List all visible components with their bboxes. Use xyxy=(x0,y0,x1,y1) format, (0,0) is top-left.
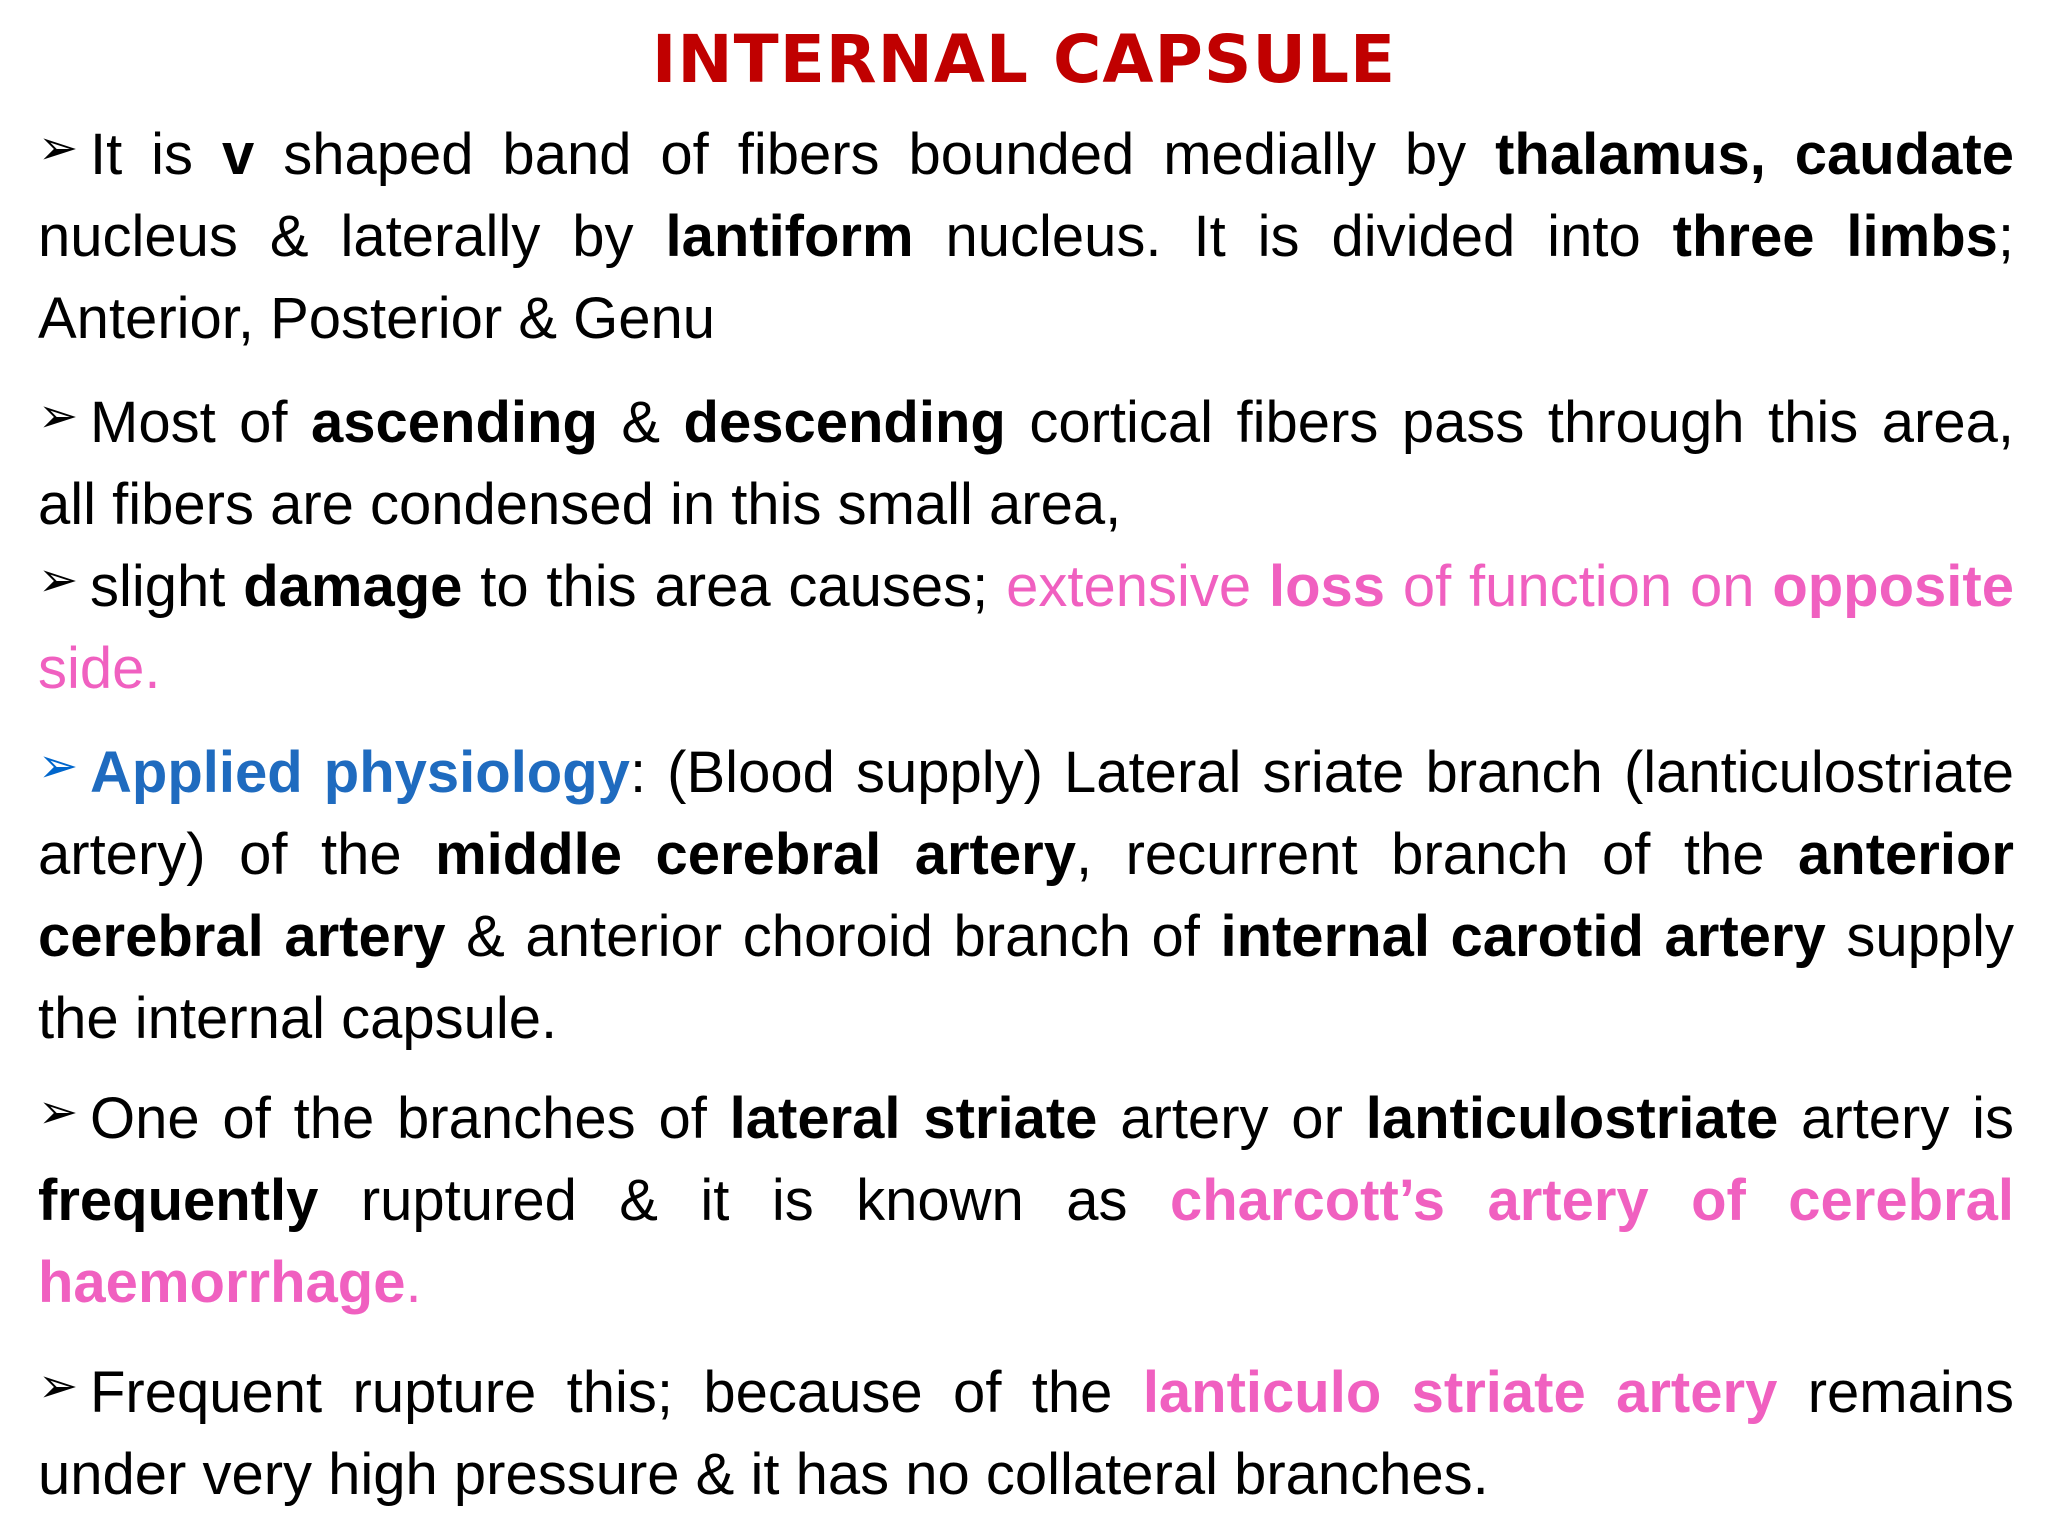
bold-text: damage xyxy=(243,554,463,619)
highlight-text: extensive xyxy=(1006,554,1269,619)
arrow-bullet-icon: ➢ xyxy=(38,554,79,607)
text: ; Anterior, Posterior & Genu xyxy=(38,204,2015,351)
arrow-bullet-icon: ➢ xyxy=(38,390,79,443)
text: One of the branches of xyxy=(90,1086,730,1151)
text: ruptured & it is known as xyxy=(318,1168,1170,1233)
bold-text: three limbs xyxy=(1672,204,1998,269)
text: to this area causes; xyxy=(462,554,1007,619)
text: artery or xyxy=(1097,1086,1366,1151)
bullet-paragraph-6 xyxy=(38,1352,2014,1516)
bullet-paragraph-5 xyxy=(38,1078,2014,1324)
arrow-bullet-icon: ➢ xyxy=(38,740,79,793)
highlight-text: . xyxy=(405,1250,422,1315)
bold-text: lantiform xyxy=(665,204,914,269)
bold-text: anterior cerebral artery xyxy=(38,822,2014,969)
text: slight xyxy=(90,554,244,619)
bold-text: frequently xyxy=(38,1168,319,1233)
text: , recurrent branch of the xyxy=(1075,822,1799,887)
text: nucleus. It is divided into xyxy=(913,204,1673,269)
text: remains under very high pressure & it has no collateral branches. xyxy=(38,1360,2014,1507)
text: supply the internal capsule. xyxy=(38,904,2015,1051)
bold-text: lateral striate xyxy=(729,1086,1098,1151)
text: cortical fibers pass through this area, all fibers are condensed in this small area, xyxy=(38,390,2014,537)
bold-text: thalamus, caudate xyxy=(1495,122,2014,187)
bold-text: ascending xyxy=(311,390,598,455)
arrow-bullet-icon: ➢ xyxy=(38,122,79,175)
bold-text: lanticulostriate xyxy=(1365,1086,1779,1151)
highlight-text: side. xyxy=(38,636,161,701)
text: Frequent rupture this; because of the xyxy=(90,1360,1143,1425)
highlight-bold-text: opposite xyxy=(1772,554,2014,619)
highlight-bold-text: lanticulo striate artery xyxy=(1142,1360,1778,1425)
bold-text: descending xyxy=(683,390,1006,455)
bullet-paragraph-4 xyxy=(38,732,2014,1060)
bold-text: v xyxy=(222,122,255,187)
bullet-paragraph-3 xyxy=(38,546,2014,710)
highlight-bold-text: loss xyxy=(1268,554,1386,619)
text: It is xyxy=(90,122,222,187)
bold-text: internal carotid artery xyxy=(1220,904,1826,969)
text: & xyxy=(597,390,684,455)
bold-text: middle cerebral artery xyxy=(435,822,1076,887)
slide-title: INTERNAL CAPSULE xyxy=(651,21,1397,98)
text: : (Blood supply) Lateral sriate branch (lanticulostriate artery) of the xyxy=(38,740,2014,887)
text: Most of xyxy=(90,390,312,455)
arrow-bullet-icon: ➢ xyxy=(38,1360,79,1413)
text: shaped band of fibers bounded medially by xyxy=(254,122,1496,187)
applied-physiology-heading: Applied physiology xyxy=(90,740,630,805)
text: nucleus & laterally by xyxy=(38,204,666,269)
highlight-bold-text: charcott’s artery of cerebral haemorrhage xyxy=(38,1168,2014,1315)
highlight-text: of function on xyxy=(1385,554,1773,619)
text: artery is xyxy=(1778,1086,2015,1151)
bullet-paragraph-1 xyxy=(38,114,2014,360)
bullet-paragraph-2 xyxy=(38,382,2014,546)
arrow-bullet-icon: ➢ xyxy=(38,1086,79,1139)
text: & anterior choroid branch of xyxy=(445,904,1221,969)
